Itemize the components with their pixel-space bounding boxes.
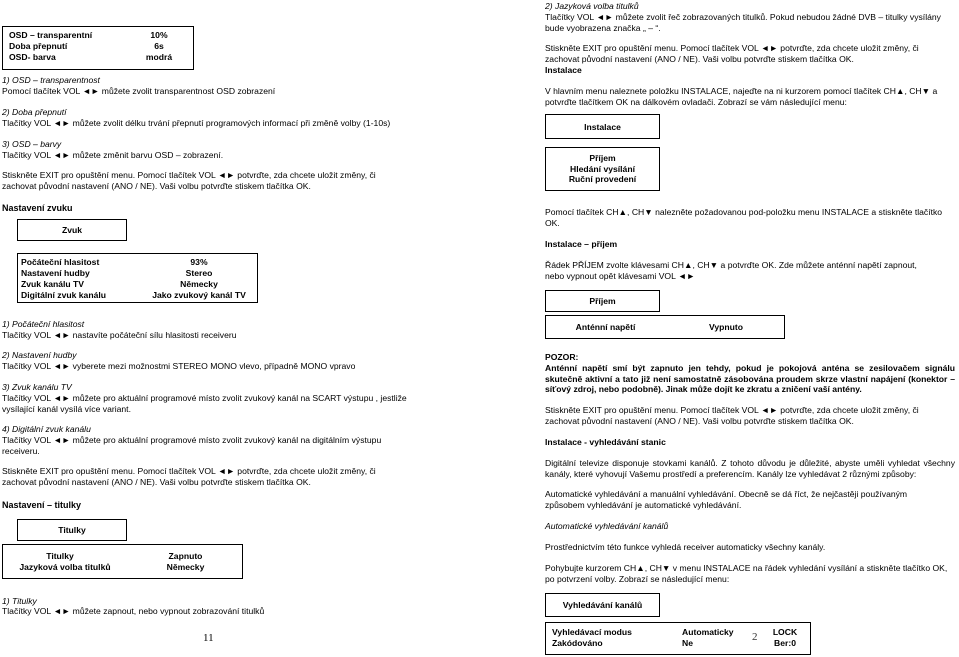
subtitles-settings-table (2, 544, 243, 579)
search-text-2: Automatické vyhledávání a manuální vyhledávání. Obecně se dá říct, že nejčastěji používaným způsobem vyhledávání je automatické vyhledávání. (545, 489, 908, 510)
page-number-fragment: 2 (752, 631, 758, 643)
osd-item-text: Tlačítky VOL ◄► můžete zvolit délku trvání přepnutí programových informací při změně volby (1-10s) (2, 118, 391, 128)
exit-instructions: Stiskněte EXIT pro opuštění menu. Pomocí tlačítek VOL ◄► potvrďte, zda chcete uložit změny, či zachovat původní nastavení (ANO / NE). Vaši volbu potvrďte stiskem tlačítka OK. (545, 405, 919, 426)
reception-text: Řádek PŘÍJEM zvolte klávesami CH▲, CH▼ a potvrďte OK. Zde můžete anténní napětí zapnout, nebo vypnout opět klávesami VOL ◄► (545, 260, 917, 281)
search-heading: Instalace - vyhledávání stanic (545, 437, 666, 447)
install-menu-box (545, 114, 660, 139)
sound-table-label: Počáteční hlasitost (21, 257, 100, 267)
osd-item-text: Pomocí tlačítek VOL ◄► můžete zvolit transparentnost OSD zobrazení (2, 86, 276, 96)
osd-table-value: 10% (150, 30, 168, 40)
install-submenu (545, 147, 660, 191)
osd-item-title: 1) OSD – transparentnost (2, 75, 100, 85)
osd-item-title: 3) OSD – barvy (2, 139, 62, 149)
subtitles-menu-label: Titulky (58, 525, 86, 535)
auto-search-text-2: Pohybujte kurzorem CH▲, CH▼ v menu INSTALACE na řádek vyhledání vysílání a stiskněte tlačítko OK, po potvrzení volby. Zobrazí se následující menu: (545, 563, 948, 584)
install-menu-label: Instalace (584, 122, 621, 132)
subtitles-table-value: Německy (166, 562, 205, 572)
sound-settings-table (17, 253, 258, 303)
lock-value: Ber:0 (774, 638, 796, 648)
exit-instructions: Stiskněte EXIT pro opuštění menu. Pomocí tlačítek VOL ◄► potvrďte, zda chcete uložit změny, či zachovat původní nastavení (ANO / NE). Vaši volbu potvrďte stiskem tlačítka OK. (545, 43, 919, 64)
sound-item-text: Tlačítky VOL ◄► nastavíte počáteční sílu hlasitosti receiveru (2, 330, 237, 340)
sound-table-value: Jako zvukový kanál TV (152, 290, 246, 300)
sound-menu-label: Zvuk (61, 225, 83, 235)
osd-item-text: Tlačítky VOL ◄► můžete změnit barvu OSD – zobrazení. (2, 150, 224, 160)
page-number: 11 (203, 632, 214, 644)
warning-title: POZOR: (545, 352, 579, 362)
sound-menu-box (17, 219, 127, 241)
sound-table-value: 93% (190, 257, 208, 267)
reception-menu-label: Příjem (589, 296, 616, 306)
exit-instructions: Stiskněte EXIT pro opuštění menu. Pomocí tlačítek VOL ◄► potvrďte, zda chcete uložit změny, či zachovat původní nastavení (ANO / NE). Vaši volbu potvrďte stiskem tlačítka OK. (2, 466, 376, 487)
search-mode-label: Vyhledávací modus (552, 627, 632, 637)
search-menu-label: Vyhledávání kanálů (562, 600, 643, 610)
antenna-label: Anténní napětí (575, 322, 636, 332)
osd-settings-table (2, 26, 194, 70)
subtitles-heading: Nastavení – titulky (2, 500, 82, 510)
sound-table-label: Zvuk kanálu TV (21, 279, 85, 289)
search-text: Digitální televize disponuje stovkami kanálů. Z tohoto důvodu je důležité, abyste uměli vyhledat všechny kanály, které vyhovují Vašemu prostředí a preferencím. Kanály lze vyhledávat 2 různými způsoby: (545, 458, 955, 479)
install-choose-text: Pomocí tlačítek CH▲, CH▼ nalezněte požadovanou pod-položku menu INSTALACE a stiskněte tlačítko OK. (545, 207, 943, 228)
osd-item-title: 2) Doba přepnutí (2, 107, 67, 117)
search-mode-value: Ne (682, 638, 693, 648)
install-heading: Instalace (545, 65, 582, 75)
reception-heading: Instalace – příjem (545, 239, 618, 249)
sound-item-title: 3) Zvuk kanálu TV (2, 382, 72, 392)
sound-item-text: Tlačítky VOL ◄► vyberete mezi možnostmi STEREO MONO vlevo, případně MONO vpravo (2, 361, 356, 371)
sound-table-value: Německy (180, 279, 218, 289)
subtitles-table-label: Titulky (46, 551, 74, 561)
auto-search-text: Prostřednictvím této funkce vyhledá receiver automaticky všechny kanály. (545, 542, 826, 552)
reception-menu-box (545, 290, 660, 312)
install-submenu-item: Příjem (589, 153, 616, 163)
search-menu-box (545, 593, 660, 617)
osd-table-label: OSD – transparentní (9, 30, 93, 40)
lang-text: Tlačítky VOL ◄► můžete zvolit řeč zobrazovaných titulků. Pokud nebudou žádné DVB – titulky vysílány bude vyobrazena značka „ – “. (545, 12, 941, 33)
sound-table-label: Digitální zvuk kanálu (21, 290, 107, 300)
sound-item-title: 2) Nastavení hudby (2, 350, 77, 360)
sound-table-label: Nastavení hudby (21, 268, 90, 278)
subtitles-item-text: Tlačítky VOL ◄► můžete zapnout, nebo vypnout zobrazování titulků (2, 606, 265, 616)
sound-table-value: Stereo (185, 268, 213, 278)
subtitles-item-title: 1) Titulky (2, 596, 37, 606)
search-mode-value: Automaticky (682, 627, 734, 637)
subtitles-table-label: Jazyková volba titulků (19, 562, 111, 572)
lang-title: 2) Jazyková volba titulků (545, 1, 639, 11)
antenna-settings-table (545, 315, 785, 339)
search-mode-label: Zakódováno (552, 638, 603, 648)
search-settings-table (545, 622, 811, 655)
subtitles-table-value: Zapnuto (168, 551, 203, 561)
osd-table-label: OSD- barva (9, 52, 56, 62)
install-text: V hlavním menu naleznete položku INSTALACE, najeďte na ni kurzorem pomocí tlačítek CH▲, CH▼ a potvrďte tlačítkem OK na dálkovém ovladači. Zobrazí se vám následující menu: (545, 86, 938, 107)
osd-table-value: modrá (145, 52, 173, 62)
lock-label: LOCK (772, 627, 798, 637)
sound-item-text: Tlačítky VOL ◄► můžete pro aktuální programové místo zvolit zvukový kanál na digitálním výstupu receiveru. (2, 435, 382, 456)
warning-text: Anténní napětí smí být zapnuto jen tehdy, pokud je pokojová anténa se zesilovačem signálu skutečně aktivní a tato již není samostatně zásobována proudem skrze vlastní napájení (konektor – síťový zdroj, nebo podobně). Jinak může dojít ke zkratu a zničení vaší antény. (545, 363, 955, 395)
osd-table-value: 6s (154, 41, 164, 51)
sound-item-title: 4) Digitální zvuk kanálu (2, 424, 91, 434)
osd-table-label: Doba přepnutí (9, 41, 68, 51)
install-submenu-item: Hledání vysílání (570, 163, 635, 174)
subtitles-menu-box (17, 519, 127, 541)
antenna-value: Vypnuto (708, 322, 744, 332)
sound-item-title: 1) Počáteční hlasitost (2, 319, 85, 329)
sound-heading: Nastavení zvuku (2, 203, 73, 213)
install-submenu-item: Ruční provedení (568, 174, 637, 185)
sound-item-text: Tlačítky VOL ◄► můžete pro aktuální programové místo zvolit zvukový kanál na SCART výstupu , jestliže vysílající kanál vysílá více variant. (2, 393, 407, 414)
auto-search-title: Automatické vyhledávání kanálů (545, 521, 669, 531)
exit-instructions: Stiskněte EXIT pro opuštění menu. Pomocí tlačítek VOL ◄► potvrďte, zda chcete uložit změny, či zachovat původní nastavení (ANO / NE). Vaši volbu potvrďte stiskem tlačítka OK. (2, 170, 376, 191)
